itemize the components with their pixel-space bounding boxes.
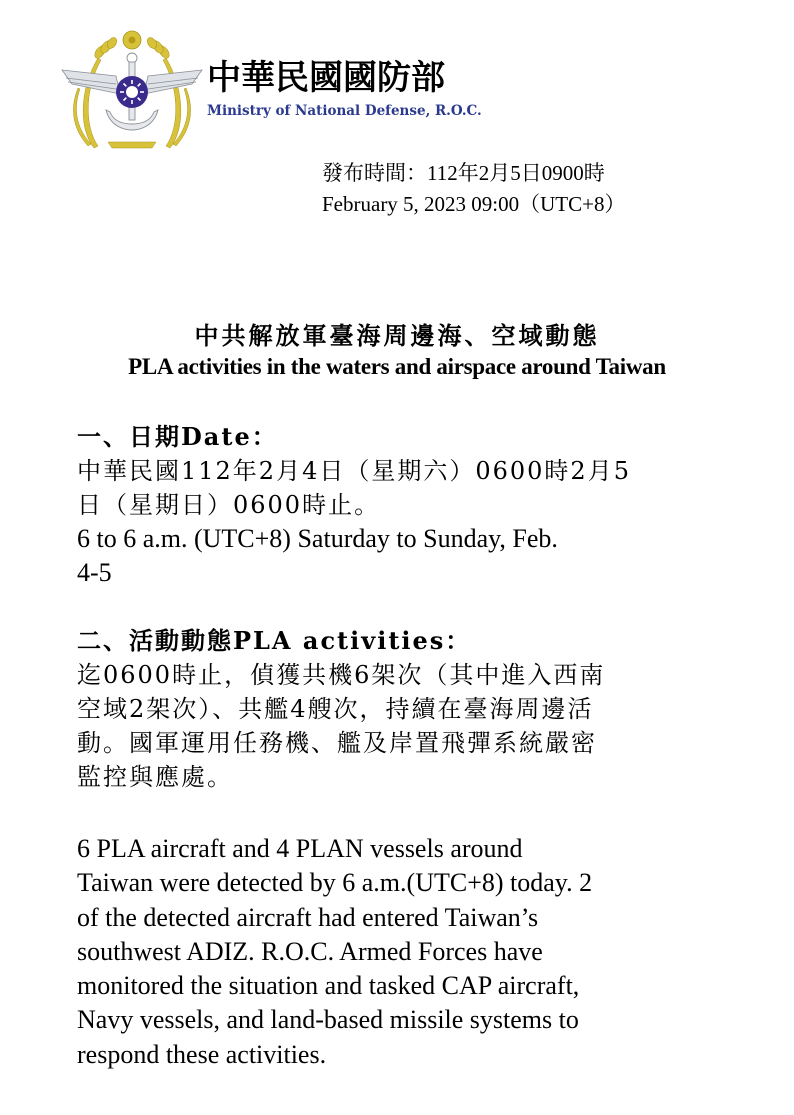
section-date [77,420,727,590]
section-date-en-line: 6 to 6 a.m. (UTC+8) Saturday to Sunday, Feb. [77,524,558,553]
mnd-emblem-logo [58,28,206,150]
title-en: PLA activities in the waters and airspace around Taiwan [128,354,666,379]
section-date-heading: 一、日期Date： [77,422,278,451]
activities-en-line: respond these activities. [77,1039,327,1069]
logo-subtitle: Ministry of National Defense, R.O.C. [207,103,482,119]
activities-en-line: monitored the situation and tasked CAP aircraft, [77,971,580,1001]
sun-emblem-icon [116,76,148,108]
logo-title: 中華民國國防部 [207,58,445,98]
activities-en-line: Taiwan were detected by 6 a.m.(UTC+8) today. 2 [77,868,593,898]
activities-en-line: Navy vessels, and land-based missile systems to [77,1005,579,1035]
section-activities-zh-line: 動。國軍運用任務機、艦及岸置飛彈系統嚴密 [77,729,597,757]
section-activities-zh-line: 迄0600時止，偵獲共機6架次（其中進入西南 [77,661,606,689]
section-activities [77,624,727,794]
section-date-zh-line: 日（星期日）0600時止。 [77,491,381,519]
section-date-zh-line: 中華民國112年2月4日（星期六）0600時2月5 [77,457,631,485]
section-activities-heading: 二、活動動態PLA activities： [77,626,472,655]
section-activities-zh-line: 空域2架次）、共艦4艘次，持續在臺海周邊活 [77,695,594,723]
activities-en-line: of the detected aircraft had entered Taiwan’s [77,902,539,932]
release-time-en: February 5, 2023 09:00（UTC+8） [322,192,626,216]
activities-english-paragraph [77,832,717,1072]
release-time [322,158,626,220]
release-time-zh: 發布時間：112年2月5日0900時 [322,161,605,185]
document-title [0,320,794,382]
section-activities-zh-line: 監控與應處。 [77,763,233,791]
ribbon-icon [108,142,156,148]
plum-blossom-icon [123,31,141,49]
title-zh: 中共解放軍臺海周邊海、空域動態 [194,321,600,350]
activities-en-line: 6 PLA aircraft and 4 PLAN vessels around [77,834,523,863]
section-date-en-line: 4-5 [77,558,112,587]
activities-en-line: southwest ADIZ. R.O.C. Armed Forces have [77,936,543,966]
